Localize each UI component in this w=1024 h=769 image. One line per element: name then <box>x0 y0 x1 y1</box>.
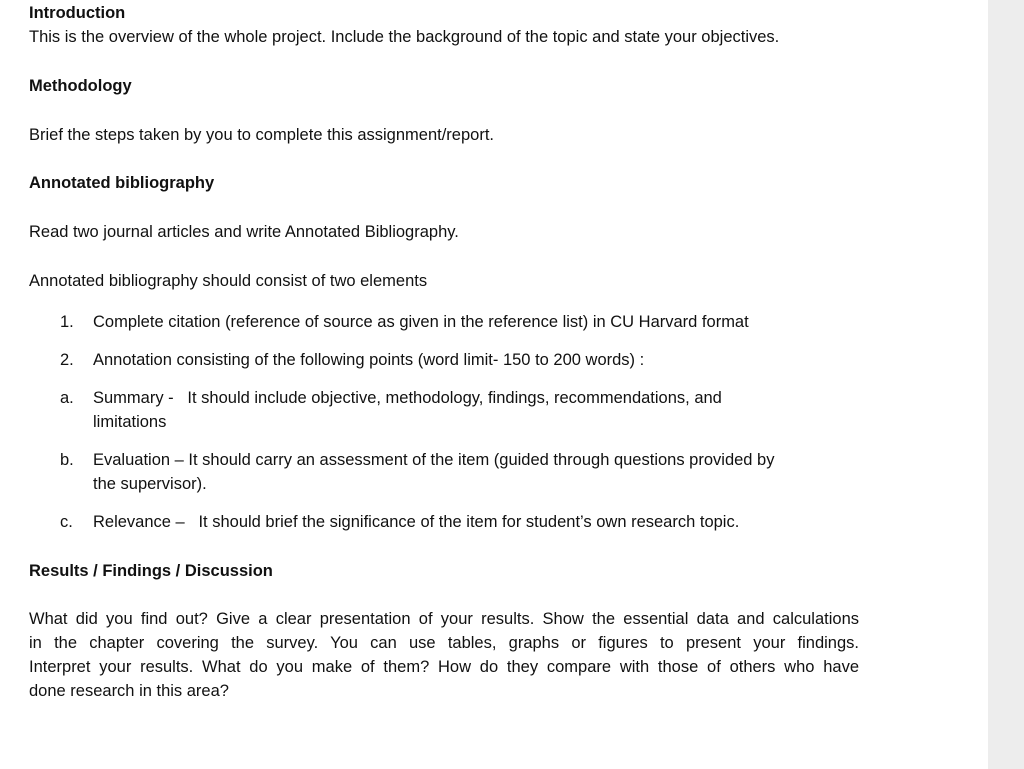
lettered-item-marker: c. <box>60 513 73 531</box>
numbered-item-text: Annotation consisting of the following points (word limit- 150 to 200 words) : <box>93 351 645 369</box>
lettered-item-marker: a. <box>60 389 74 407</box>
annotated-bibliography-intro: Annotated bibliography should consist of two elements <box>29 272 428 290</box>
results-paragraph <box>29 607 859 703</box>
annotated-bibliography-text: Read two journal articles and write Annotated Bibliography. <box>29 223 459 241</box>
results-heading: Results / Findings / Discussion <box>29 562 273 580</box>
results-line: Interpret your results. What do you make of them? How do they compare with those of others who have <box>29 658 859 676</box>
lettered-item-text-continued: limitations <box>93 413 167 431</box>
lettered-item-text: Summary - It should include objective, methodology, findings, recommendations, and <box>93 389 722 407</box>
numbered-item-marker: 1. <box>60 313 74 331</box>
results-line: What did you find out? Give a clear presentation of your results. Show the essential data and calculations <box>29 610 859 628</box>
lettered-item-text: Relevance – It should brief the significance of the item for student’s own research topic. <box>93 513 740 531</box>
numbered-item-marker: 2. <box>60 351 74 369</box>
results-line: in the chapter covering the survey. You can use tables, graphs or figures to present your findings. <box>29 634 859 652</box>
lettered-item-text-continued: the supervisor). <box>93 475 207 493</box>
annotated-bibliography-heading: Annotated bibliography <box>29 174 215 192</box>
right-margin-strip <box>988 0 1024 769</box>
numbered-item-text: Complete citation (reference of source as given in the reference list) in CU Harvard format <box>93 313 749 331</box>
lettered-item-marker: b. <box>60 451 74 469</box>
introduction-heading: Introduction <box>29 4 126 22</box>
results-line: done research in this area? <box>29 682 229 700</box>
methodology-text: Brief the steps taken by you to complete this assignment/report. <box>29 126 494 144</box>
introduction-text: This is the overview of the whole project. Include the background of the topic and state your objectives. <box>29 28 780 46</box>
lettered-item-text: Evaluation – It should carry an assessment of the item (guided through questions provided by <box>93 451 775 469</box>
methodology-heading: Methodology <box>29 77 132 95</box>
